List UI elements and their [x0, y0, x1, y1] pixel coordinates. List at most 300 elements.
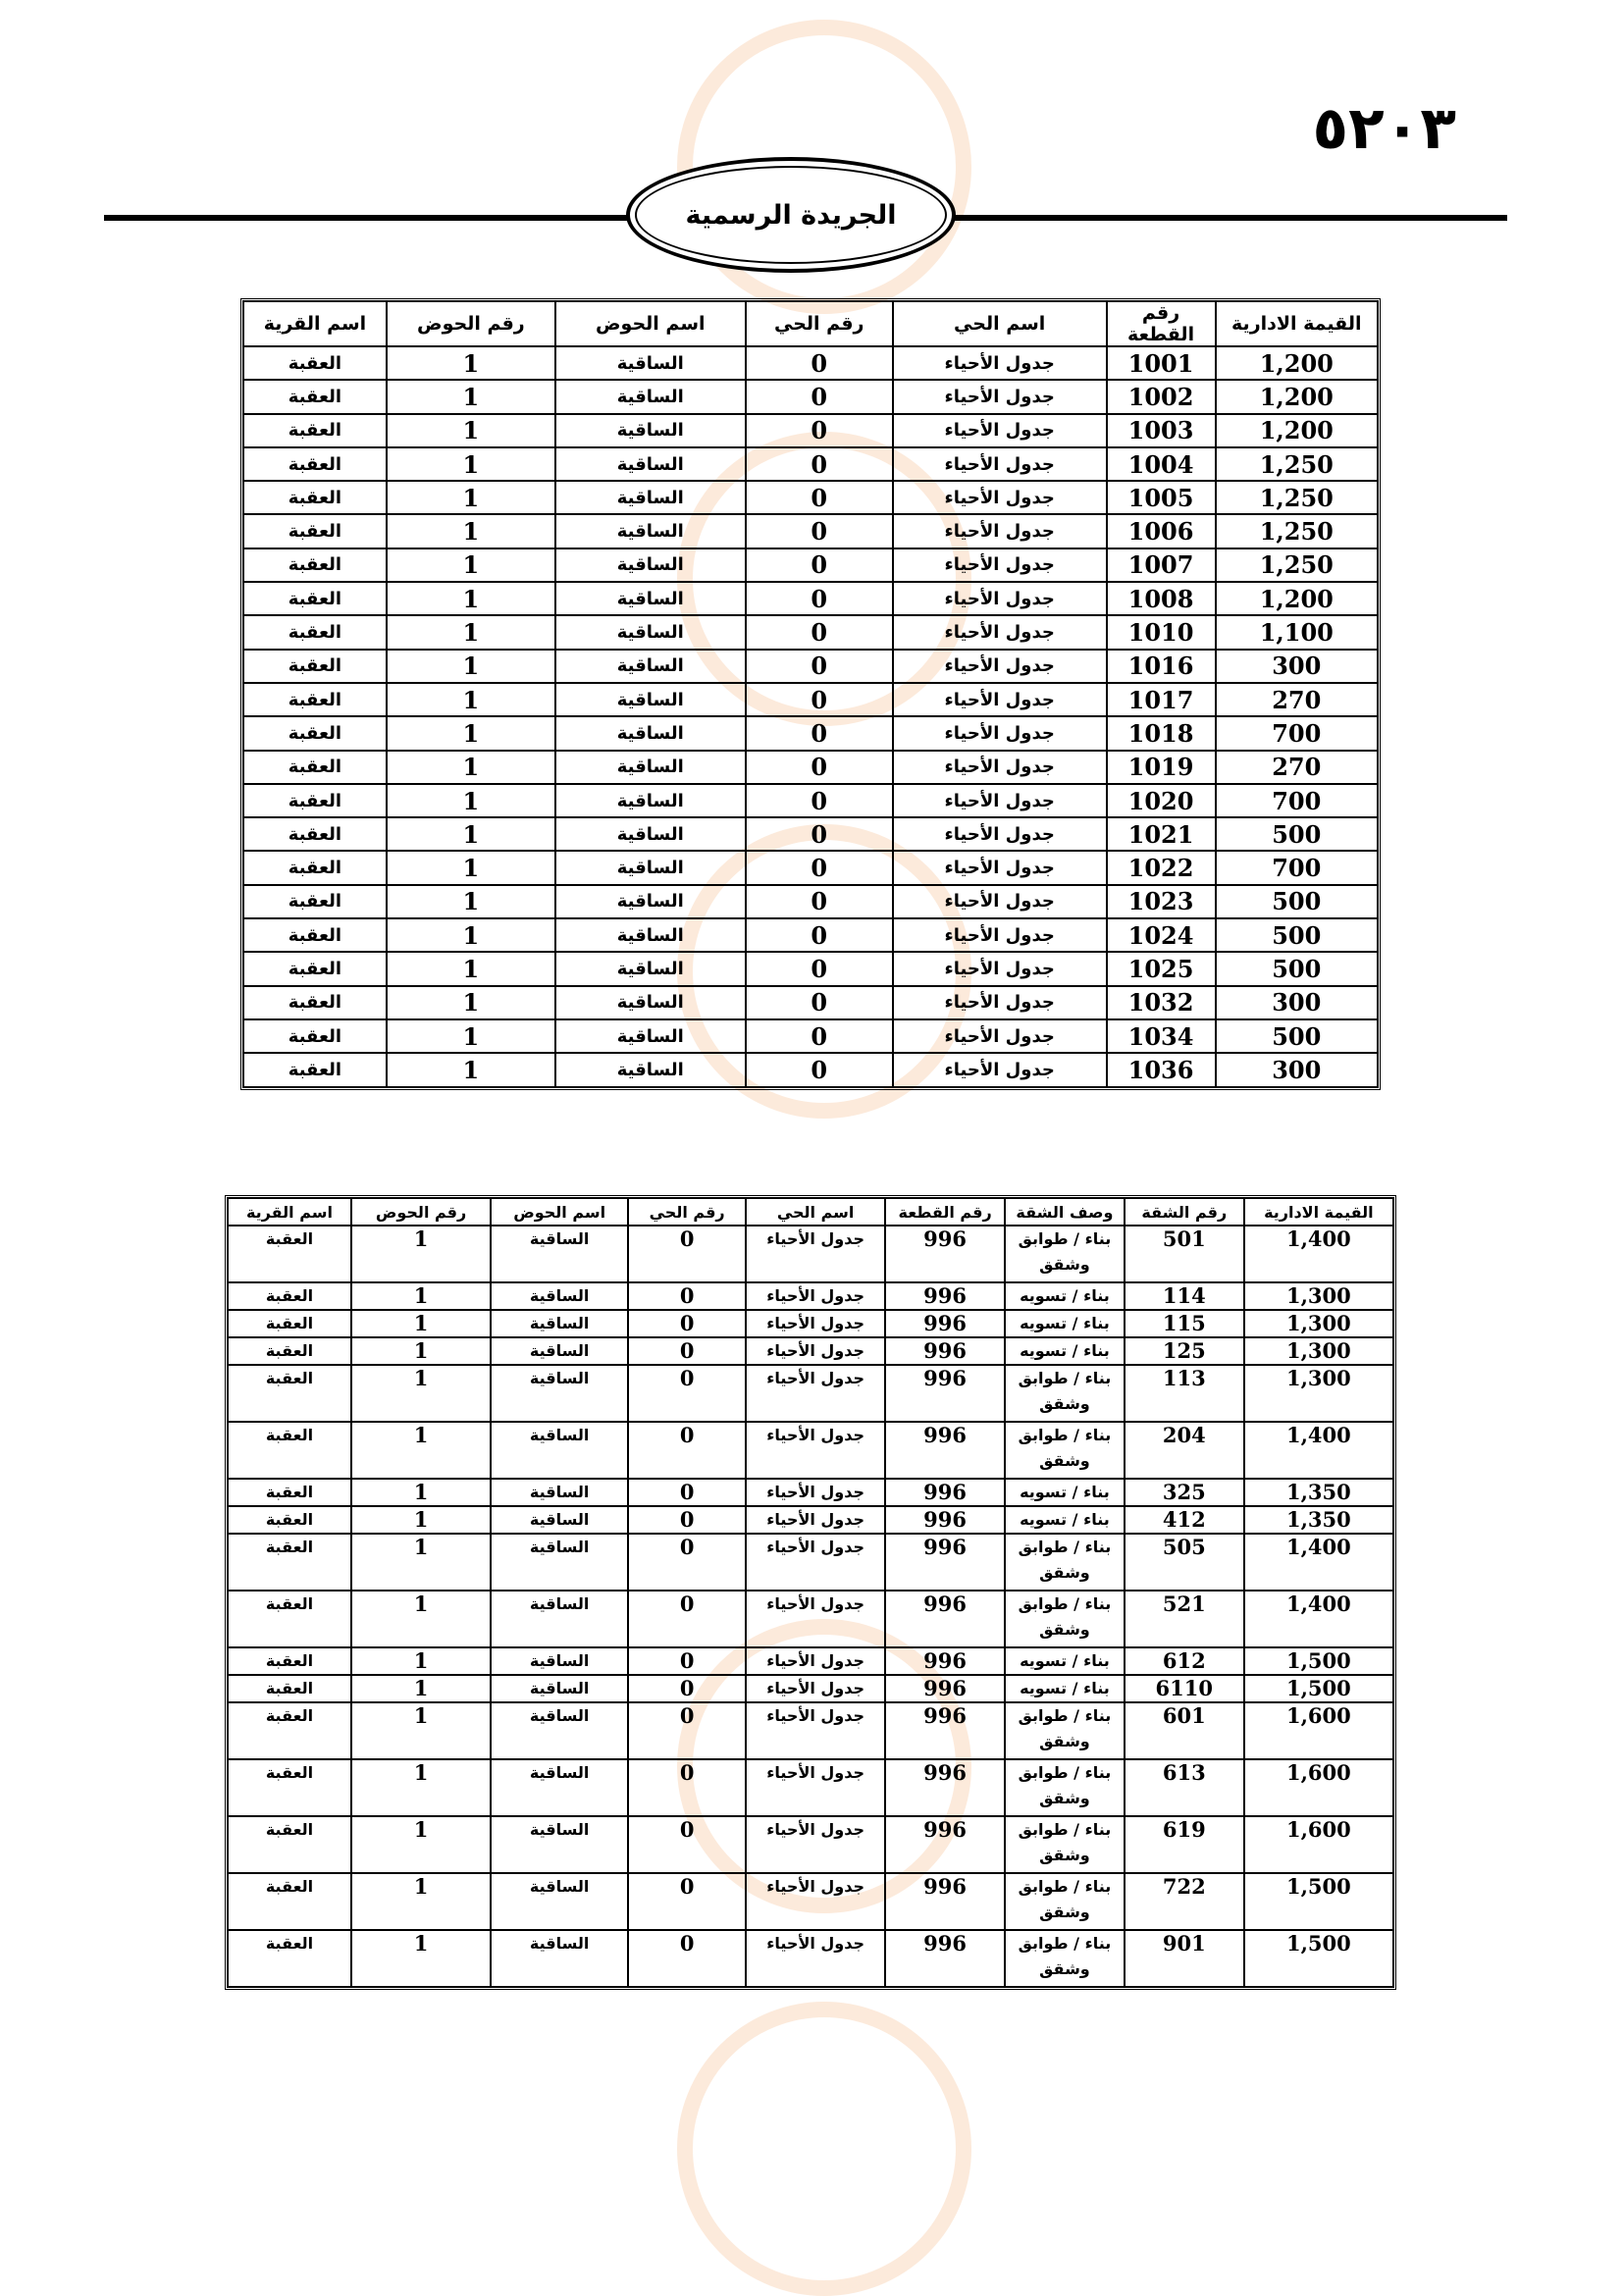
table-cell: 1022	[1107, 851, 1216, 884]
table-cell: بناء / تسويه	[1005, 1337, 1125, 1365]
table-header-row	[243, 301, 1378, 346]
table-cell: الساقية	[555, 615, 746, 649]
table-cell: 1	[387, 716, 555, 750]
table-cell: 1	[387, 582, 555, 615]
table-cell: 1	[387, 1053, 555, 1086]
table-cell: جدول الأحياء	[746, 1675, 885, 1702]
table-cell: 1005	[1107, 481, 1216, 514]
table-cell: 1	[387, 683, 555, 716]
table-cell: 700	[1216, 784, 1378, 817]
table-cell: 1	[387, 514, 555, 548]
table-row	[243, 851, 1378, 884]
table-row	[243, 952, 1378, 985]
table-cell: 1017	[1107, 683, 1216, 716]
table-cell: 996	[885, 1506, 1005, 1534]
table-cell: 1	[387, 851, 555, 884]
table-cell: الساقية	[491, 1365, 628, 1422]
table-cell: جدول الأحياء	[893, 414, 1107, 447]
table-cell: الساقية	[491, 1479, 628, 1506]
table-cell: 1025	[1107, 952, 1216, 985]
table-cell: 1006	[1107, 514, 1216, 548]
table-cell: 1,250	[1216, 447, 1378, 481]
table-cell: الساقية	[555, 851, 746, 884]
table-cell: العقبة	[228, 1591, 351, 1647]
column-header: اسم الحي	[893, 301, 1107, 346]
table-cell: العقبة	[228, 1310, 351, 1337]
table-cell: جدول الأحياء	[893, 548, 1107, 582]
table-cell: 1	[351, 1759, 491, 1816]
table-cell: العقبة	[228, 1506, 351, 1534]
table-cell: جدول الأحياء	[893, 514, 1107, 548]
table-cell: بناء / طوابق وشقق	[1005, 1365, 1125, 1422]
table-row	[228, 1534, 1393, 1591]
table-cell: جدول الأحياء	[746, 1337, 885, 1365]
table-cell: 996	[885, 1930, 1005, 1987]
table-cell: الساقية	[491, 1873, 628, 1930]
table-cell: العقبة	[243, 1019, 387, 1053]
table-cell: العقبة	[243, 885, 387, 918]
table-row	[243, 414, 1378, 447]
table-cell: 1	[351, 1591, 491, 1647]
table-row	[243, 1019, 1378, 1053]
table-cell: الساقية	[491, 1506, 628, 1534]
table-cell: 1003	[1107, 414, 1216, 447]
table-cell: جدول الأحياء	[893, 1053, 1107, 1086]
table-cell: بناء / طوابق وشقق	[1005, 1702, 1125, 1759]
table-cell: 1	[387, 784, 555, 817]
table-cell: بناء / طوابق وشقق	[1005, 1534, 1125, 1591]
table-cell: العقبة	[228, 1422, 351, 1479]
table-cell: 0	[746, 414, 893, 447]
table-cell: جدول الأحياء	[893, 952, 1107, 985]
table-cell: الساقية	[555, 817, 746, 851]
table-cell: 1	[351, 1422, 491, 1479]
table-cell: الساقية	[555, 1053, 746, 1086]
table-cell: جدول الأحياء	[746, 1759, 885, 1816]
table-cell: 1	[351, 1479, 491, 1506]
table-cell: 1001	[1107, 346, 1216, 380]
apartment-values-table	[225, 1195, 1396, 1990]
table-cell: 996	[885, 1365, 1005, 1422]
table-cell: العقبة	[228, 1675, 351, 1702]
table-cell: جدول الأحياء	[746, 1702, 885, 1759]
table-cell: العقبة	[243, 346, 387, 380]
table-cell: الساقية	[555, 751, 746, 784]
table-cell: جدول الأحياء	[893, 615, 1107, 649]
table-cell: 0	[628, 1506, 746, 1534]
table-cell: 1034	[1107, 1019, 1216, 1053]
table-cell: 1,200	[1216, 380, 1378, 413]
table-cell: 612	[1125, 1647, 1244, 1675]
table-row	[228, 1647, 1393, 1675]
table-cell: 0	[628, 1647, 746, 1675]
table-cell: 1	[351, 1930, 491, 1987]
table-cell: 1,400	[1244, 1591, 1393, 1647]
column-header: رقم الحوض	[387, 301, 555, 346]
table-cell: بناء / تسويه	[1005, 1506, 1125, 1534]
table-cell: 0	[628, 1422, 746, 1479]
table-cell: 0	[746, 751, 893, 784]
table-cell: جدول الأحياء	[746, 1365, 885, 1422]
table-row	[243, 751, 1378, 784]
table-cell: العقبة	[228, 1534, 351, 1591]
gazette-title	[626, 157, 956, 273]
table-cell: بناء / طوابق وشقق	[1005, 1591, 1125, 1647]
table-cell: بناء / تسويه	[1005, 1310, 1125, 1337]
table-cell: 0	[628, 1534, 746, 1591]
table-cell: 619	[1125, 1816, 1244, 1873]
table-cell: بناء / تسويه	[1005, 1479, 1125, 1506]
table-cell: الساقية	[491, 1337, 628, 1365]
table-cell: الساقية	[555, 514, 746, 548]
table-cell: 996	[885, 1647, 1005, 1675]
table-cell: بناء / طوابق وشقق	[1005, 1816, 1125, 1873]
table-cell: 1	[387, 952, 555, 985]
table-cell: 0	[746, 615, 893, 649]
table-cell: جدول الأحياء	[746, 1534, 885, 1591]
table-cell: 1024	[1107, 918, 1216, 952]
table-cell: الساقية	[491, 1591, 628, 1647]
table-cell: جدول الأحياء	[893, 751, 1107, 784]
table-cell: 412	[1125, 1506, 1244, 1534]
table-cell: 521	[1125, 1591, 1244, 1647]
table-cell: الساقية	[491, 1702, 628, 1759]
table-cell: جدول الأحياء	[893, 784, 1107, 817]
table-cell: 1	[387, 918, 555, 952]
table-cell: جدول الأحياء	[746, 1310, 885, 1337]
table-row	[228, 1702, 1393, 1759]
table-cell: الساقية	[555, 918, 746, 952]
table-cell: 613	[1125, 1759, 1244, 1816]
table-cell: العقبة	[243, 918, 387, 952]
column-header: اسم الحوض	[555, 301, 746, 346]
column-header: اسم الحي	[746, 1198, 885, 1226]
table-row	[228, 1365, 1393, 1422]
table-cell: 1018	[1107, 716, 1216, 750]
table-cell: 996	[885, 1534, 1005, 1591]
table-row	[243, 918, 1378, 952]
table-cell: 0	[746, 817, 893, 851]
table-cell: جدول الأحياء	[893, 1019, 1107, 1053]
table-cell: 270	[1216, 683, 1378, 716]
table-cell: 501	[1125, 1226, 1244, 1282]
table-cell: العقبة	[228, 1479, 351, 1506]
table-cell: بناء / طوابق وشقق	[1005, 1422, 1125, 1479]
table-cell: 0	[746, 784, 893, 817]
table-cell: 1,350	[1244, 1479, 1393, 1506]
table-cell: جدول الأحياء	[893, 885, 1107, 918]
table-cell: 996	[885, 1873, 1005, 1930]
table-cell: 115	[1125, 1310, 1244, 1337]
table-cell: 0	[628, 1365, 746, 1422]
table-cell: جدول الأحياء	[893, 918, 1107, 952]
table-cell: 1,500	[1244, 1930, 1393, 1987]
table-cell: الساقية	[555, 683, 746, 716]
table-cell: 1,400	[1244, 1226, 1393, 1282]
table-cell: جدول الأحياء	[893, 650, 1107, 683]
table-cell: 996	[885, 1702, 1005, 1759]
table-cell: 996	[885, 1337, 1005, 1365]
table-cell: 0	[746, 514, 893, 548]
land-values-table	[240, 298, 1381, 1090]
table-cell: 114	[1125, 1282, 1244, 1310]
column-header: وصف الشقة	[1005, 1198, 1125, 1226]
column-header: رقم الشقة	[1125, 1198, 1244, 1226]
table-cell: 0	[746, 986, 893, 1019]
table-cell: الساقية	[491, 1816, 628, 1873]
table-row	[228, 1422, 1393, 1479]
table-cell: 1,250	[1216, 481, 1378, 514]
table-cell: الساقية	[491, 1226, 628, 1282]
gazette-title-text: الجريدة الرسمية	[685, 199, 897, 231]
table-cell: العقبة	[243, 481, 387, 514]
table-cell: 1,400	[1244, 1422, 1393, 1479]
table-cell: 1,250	[1216, 514, 1378, 548]
table-cell: الساقية	[491, 1534, 628, 1591]
table-cell: الساقية	[555, 582, 746, 615]
table-row	[243, 514, 1378, 548]
table-cell: الساقية	[555, 447, 746, 481]
table-cell: جدول الأحياء	[746, 1647, 885, 1675]
table-row	[243, 716, 1378, 750]
table-cell: 1023	[1107, 885, 1216, 918]
table-cell: 1002	[1107, 380, 1216, 413]
table-cell: 1,200	[1216, 346, 1378, 380]
table-cell: الساقية	[555, 414, 746, 447]
table-cell: جدول الأحياء	[746, 1479, 885, 1506]
table-cell: العقبة	[243, 851, 387, 884]
table-cell: الساقية	[555, 784, 746, 817]
table-cell: العقبة	[243, 716, 387, 750]
table-cell: 500	[1216, 885, 1378, 918]
table-cell: 1,300	[1244, 1365, 1393, 1422]
watermark-logo	[677, 2002, 971, 2296]
table-cell: 1	[387, 751, 555, 784]
table-cell: 113	[1125, 1365, 1244, 1422]
table-row	[228, 1226, 1393, 1282]
table-cell: الساقية	[555, 346, 746, 380]
table-cell: الساقية	[555, 380, 746, 413]
table-cell: الساقية	[491, 1675, 628, 1702]
table-cell: الساقية	[555, 885, 746, 918]
table-cell: جدول الأحياء	[746, 1930, 885, 1987]
table-row	[243, 986, 1378, 1019]
table-cell: جدول الأحياء	[746, 1816, 885, 1873]
table-cell: 300	[1216, 650, 1378, 683]
table-cell: بناء / طوابق وشقق	[1005, 1226, 1125, 1282]
table-cell: 700	[1216, 851, 1378, 884]
table-cell: 0	[746, 650, 893, 683]
table-cell: جدول الأحياء	[893, 346, 1107, 380]
table-cell: الساقية	[555, 952, 746, 985]
table-row	[228, 1816, 1393, 1873]
table-cell: 0	[746, 447, 893, 481]
table-row	[243, 346, 1378, 380]
table-cell: 1,250	[1216, 548, 1378, 582]
table-header-row	[228, 1198, 1393, 1226]
table-cell: 1021	[1107, 817, 1216, 851]
table-cell: جدول الأحياء	[893, 986, 1107, 1019]
table-cell: العقبة	[243, 414, 387, 447]
table-cell: 1	[351, 1506, 491, 1534]
table-cell: 300	[1216, 1053, 1378, 1086]
table-cell: 0	[746, 918, 893, 952]
table-cell: 0	[628, 1282, 746, 1310]
table-cell: بناء / تسويه	[1005, 1647, 1125, 1675]
table-cell: العقبة	[228, 1702, 351, 1759]
table-cell: 1	[351, 1873, 491, 1930]
table-cell: 1004	[1107, 447, 1216, 481]
table-cell: جدول الأحياء	[893, 380, 1107, 413]
table-cell: 996	[885, 1479, 1005, 1506]
table-cell: العقبة	[228, 1759, 351, 1816]
table-cell: العقبة	[228, 1647, 351, 1675]
table-cell: 325	[1125, 1479, 1244, 1506]
table-row	[243, 548, 1378, 582]
table-cell: 996	[885, 1226, 1005, 1282]
table-cell: العقبة	[243, 952, 387, 985]
table-cell: 0	[628, 1226, 746, 1282]
table-cell: 0	[628, 1591, 746, 1647]
table-cell: 0	[746, 683, 893, 716]
table-cell: 0	[746, 885, 893, 918]
table-cell: 0	[628, 1675, 746, 1702]
table-cell: 300	[1216, 986, 1378, 1019]
table-cell: العقبة	[243, 582, 387, 615]
table-cell: جدول الأحياء	[746, 1591, 885, 1647]
table-cell: الساقية	[491, 1759, 628, 1816]
table-cell: 1	[387, 548, 555, 582]
column-header: القيمة الادارية	[1244, 1198, 1393, 1226]
table-cell: بناء / طوابق وشقق	[1005, 1873, 1125, 1930]
table-cell: الساقية	[555, 716, 746, 750]
table-cell: 500	[1216, 817, 1378, 851]
table-cell: 1,500	[1244, 1675, 1393, 1702]
table-cell: العقبة	[243, 650, 387, 683]
table-cell: 996	[885, 1310, 1005, 1337]
table-row	[243, 582, 1378, 615]
table-cell: 0	[628, 1337, 746, 1365]
table-cell: الساقية	[491, 1310, 628, 1337]
table-cell: العقبة	[243, 514, 387, 548]
table-cell: 1	[351, 1647, 491, 1675]
table-cell: 1,600	[1244, 1759, 1393, 1816]
table-cell: 1,300	[1244, 1337, 1393, 1365]
table-cell: 1032	[1107, 986, 1216, 1019]
table-cell: 505	[1125, 1534, 1244, 1591]
table-row	[243, 683, 1378, 716]
table-cell: 1016	[1107, 650, 1216, 683]
column-header: رقم الحوض	[351, 1198, 491, 1226]
column-header: رقم الحي	[746, 301, 893, 346]
table-cell: 1	[387, 346, 555, 380]
column-header: اسم الحوض	[491, 1198, 628, 1226]
table-cell: الساقية	[555, 481, 746, 514]
table-cell: العقبة	[243, 380, 387, 413]
table-cell: جدول الأحياء	[893, 851, 1107, 884]
table-cell: 6110	[1125, 1675, 1244, 1702]
table-cell: العقبة	[228, 1337, 351, 1365]
table-cell: 1	[387, 1019, 555, 1053]
table-cell: بناء / طوابق وشقق	[1005, 1759, 1125, 1816]
table-cell: 204	[1125, 1422, 1244, 1479]
table-row	[243, 447, 1378, 481]
table-cell: 1036	[1107, 1053, 1216, 1086]
table-cell: 125	[1125, 1337, 1244, 1365]
table-cell: 1020	[1107, 784, 1216, 817]
column-header: رقم القطعة	[1107, 301, 1216, 346]
table-cell: الساقية	[491, 1282, 628, 1310]
table-cell: 1,500	[1244, 1873, 1393, 1930]
table-cell: 0	[628, 1479, 746, 1506]
table-cell: جدول الأحياء	[746, 1422, 885, 1479]
table-cell: جدول الأحياء	[893, 582, 1107, 615]
table-cell: 0	[628, 1759, 746, 1816]
table-cell: 1	[351, 1337, 491, 1365]
table-row	[243, 817, 1378, 851]
table-row	[228, 1675, 1393, 1702]
table-cell: 500	[1216, 1019, 1378, 1053]
table-cell: 996	[885, 1591, 1005, 1647]
table-cell: 1	[351, 1675, 491, 1702]
table-cell: 601	[1125, 1702, 1244, 1759]
table-row	[228, 1591, 1393, 1647]
table-cell: 1	[351, 1310, 491, 1337]
table-cell: 0	[746, 346, 893, 380]
table-cell: 0	[746, 1019, 893, 1053]
table-cell: العقبة	[228, 1873, 351, 1930]
column-header: اسم القرية	[228, 1198, 351, 1226]
table-cell: جدول الأحياء	[746, 1226, 885, 1282]
table-row	[228, 1282, 1393, 1310]
table-cell: 1	[351, 1816, 491, 1873]
table-cell: 500	[1216, 952, 1378, 985]
table-cell: 0	[746, 1053, 893, 1086]
table-row	[228, 1479, 1393, 1506]
table-cell: 1,400	[1244, 1534, 1393, 1591]
table-cell: 1	[387, 986, 555, 1019]
table-cell: 1	[387, 615, 555, 649]
table-cell: 722	[1125, 1873, 1244, 1930]
table-cell: 1	[387, 414, 555, 447]
table-cell: العقبة	[243, 447, 387, 481]
table-cell: العقبة	[228, 1226, 351, 1282]
table-cell: جدول الأحياء	[893, 683, 1107, 716]
table-cell: 1	[351, 1534, 491, 1591]
table-cell: 1,100	[1216, 615, 1378, 649]
table-row	[228, 1930, 1393, 1987]
table-cell: العقبة	[243, 986, 387, 1019]
table-cell: 1008	[1107, 582, 1216, 615]
table-cell: 0	[628, 1930, 746, 1987]
table-cell: جدول الأحياء	[893, 817, 1107, 851]
table-cell: 996	[885, 1282, 1005, 1310]
table-cell: العقبة	[228, 1282, 351, 1310]
table-cell: 996	[885, 1759, 1005, 1816]
table-cell: العقبة	[243, 1053, 387, 1086]
table-row	[243, 481, 1378, 514]
column-header: اسم القرية	[243, 301, 387, 346]
table-cell: 1	[387, 380, 555, 413]
table-cell: 1	[351, 1365, 491, 1422]
table-cell: 1	[387, 447, 555, 481]
table-cell: 0	[746, 548, 893, 582]
table-row	[243, 784, 1378, 817]
table-cell: 700	[1216, 716, 1378, 750]
table-cell: العقبة	[243, 751, 387, 784]
table-cell: 1	[387, 650, 555, 683]
table-row	[228, 1337, 1393, 1365]
